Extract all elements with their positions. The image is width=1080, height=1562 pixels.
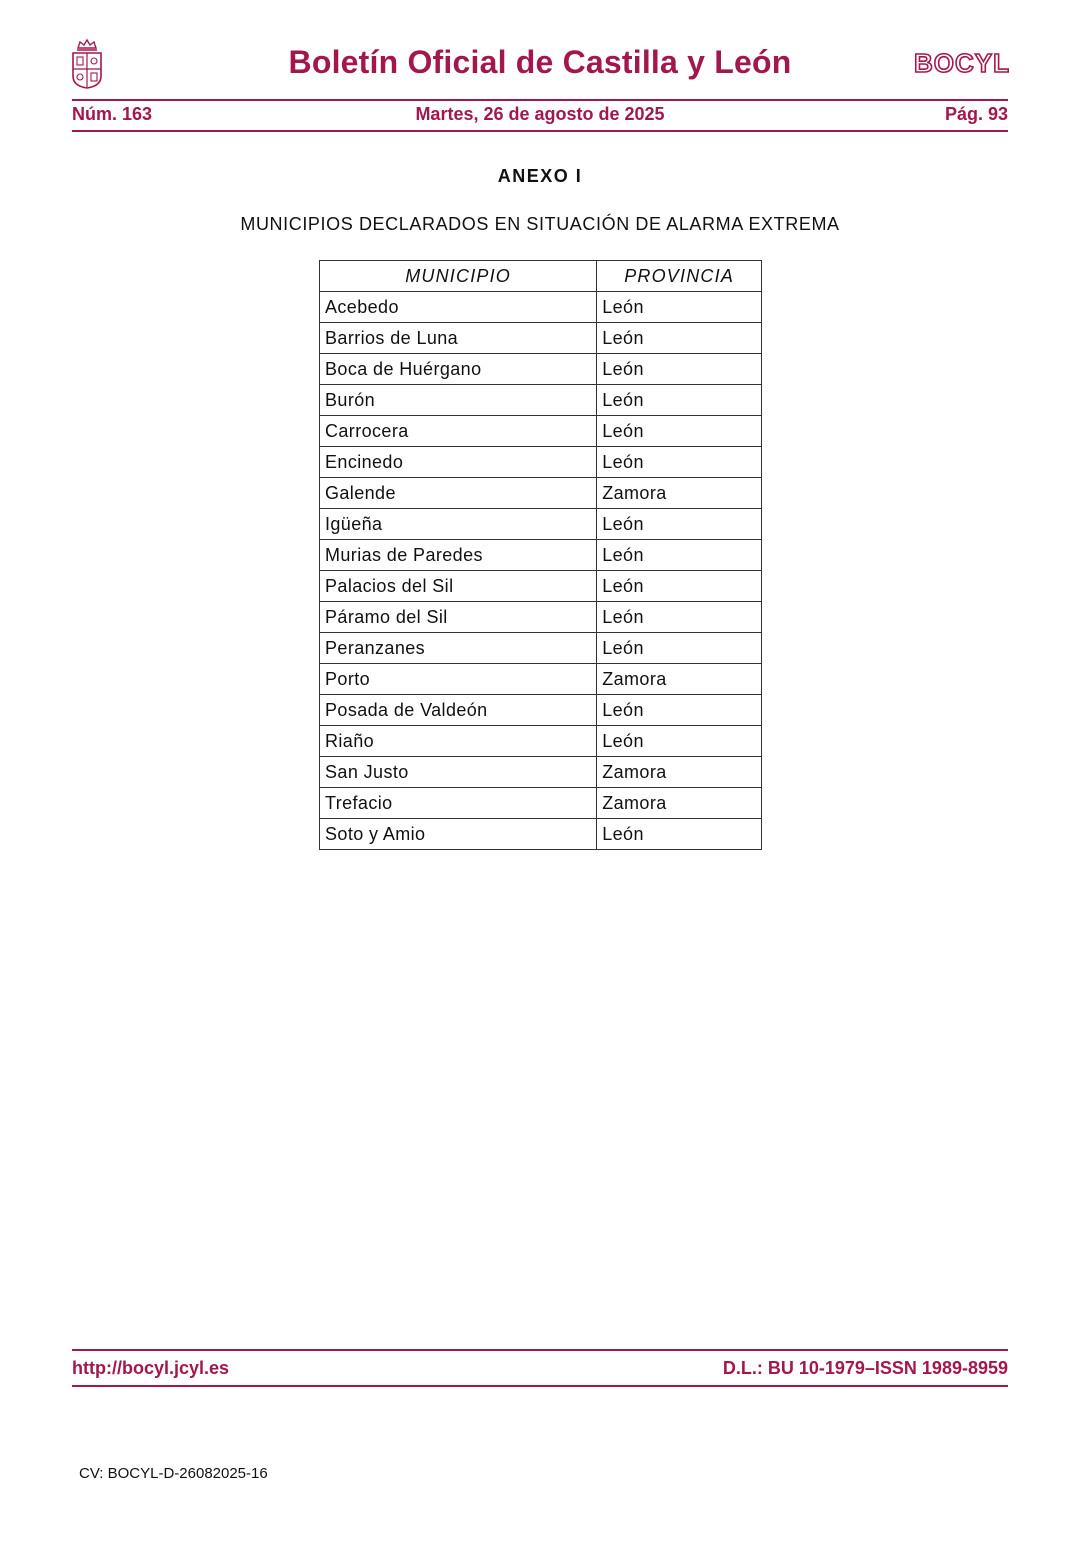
bocyl-logo: BOCYL [914, 48, 1010, 78]
table-row [320, 695, 762, 726]
footer-divider-bottom [72, 1385, 1008, 1387]
municipio-cell: Páramo del Sil [320, 602, 597, 633]
provincia-cell: León [597, 602, 762, 633]
municipio-cell: Riaño [320, 726, 597, 757]
legal-deposit-issn: D.L.: BU 10-1979–ISSN 1989-8959 [722, 1358, 1008, 1378]
header-divider-top [72, 99, 1008, 101]
municipio-cell: Barrios de Luna [320, 323, 597, 354]
municipio-cell: Palacios del Sil [320, 571, 597, 602]
provincia-cell: León [597, 633, 762, 664]
footer-bar [72, 1358, 1008, 1382]
table-row [320, 726, 762, 757]
verification-code: CV: BOCYL-D-26082025-16 [79, 1465, 268, 1482]
municipio-cell: Carrocera [320, 416, 597, 447]
municipio-cell: San Justo [320, 757, 597, 788]
header-divider-bottom [72, 130, 1008, 132]
provincia-cell: León [597, 540, 762, 571]
provincia-cell: León [597, 416, 762, 447]
table-row [320, 509, 762, 540]
provincia-cell: León [597, 726, 762, 757]
table-row [320, 757, 762, 788]
provincia-cell: León [597, 323, 762, 354]
municipio-cell: Encinedo [320, 447, 597, 478]
table-row [320, 478, 762, 509]
municipio-cell: Porto [320, 664, 597, 695]
table-row [320, 447, 762, 478]
municipio-cell: Trefacio [320, 788, 597, 819]
provincia-cell: Zamora [597, 664, 762, 695]
issue-number: Núm. 163 [72, 104, 153, 124]
municipio-cell: Burón [320, 385, 597, 416]
bocyl-url-link[interactable]: http://bocyl.jcyl.es [72, 1358, 230, 1378]
table-row [320, 664, 762, 695]
provincia-cell: León [597, 385, 762, 416]
footer-divider-top [72, 1349, 1008, 1351]
issue-info-bar [72, 104, 1008, 128]
municipio-cell: Boca de Huérgano [320, 354, 597, 385]
table-row [320, 788, 762, 819]
provincia-cell: León [597, 819, 762, 850]
provincia-cell: León [597, 292, 762, 323]
municipio-cell: Galende [320, 478, 597, 509]
table-row [320, 416, 762, 447]
table-row [320, 323, 762, 354]
provincia-cell: Zamora [597, 788, 762, 819]
column-header-provincia: PROVINCIA [597, 261, 762, 292]
issue-date: Martes, 26 de agosto de 2025 [415, 104, 665, 124]
municipalities-table [319, 260, 762, 850]
municipio-cell: Posada de Valdeón [320, 695, 597, 726]
column-header-municipio: MUNICIPIO [320, 261, 597, 292]
table-row [320, 571, 762, 602]
table-row [320, 602, 762, 633]
annex-subtitle: MUNICIPIOS DECLARADOS EN SITUACIÓN DE ALARMA EXTREMA [240, 214, 840, 234]
municipio-cell: Peranzanes [320, 633, 597, 664]
provincia-cell: Zamora [597, 478, 762, 509]
municipio-cell: Acebedo [320, 292, 597, 323]
bulletin-title: Boletín Oficial de Castilla y León [288, 44, 792, 80]
table-row [320, 819, 762, 850]
provincia-cell: León [597, 695, 762, 726]
page-number: Pág. 93 [944, 104, 1008, 124]
annex-title: ANEXO I [497, 166, 583, 186]
table-row [320, 292, 762, 323]
provincia-cell: Zamora [597, 757, 762, 788]
table-row [320, 354, 762, 385]
table-row [320, 540, 762, 571]
provincia-cell: León [597, 447, 762, 478]
table-header-row [320, 261, 762, 292]
table-row [320, 633, 762, 664]
municipio-cell: Igüeña [320, 509, 597, 540]
provincia-cell: León [597, 509, 762, 540]
provincia-cell: León [597, 354, 762, 385]
municipio-cell: Murias de Paredes [320, 540, 597, 571]
table-row [320, 385, 762, 416]
municipio-cell: Soto y Amio [320, 819, 597, 850]
provincia-cell: León [597, 571, 762, 602]
